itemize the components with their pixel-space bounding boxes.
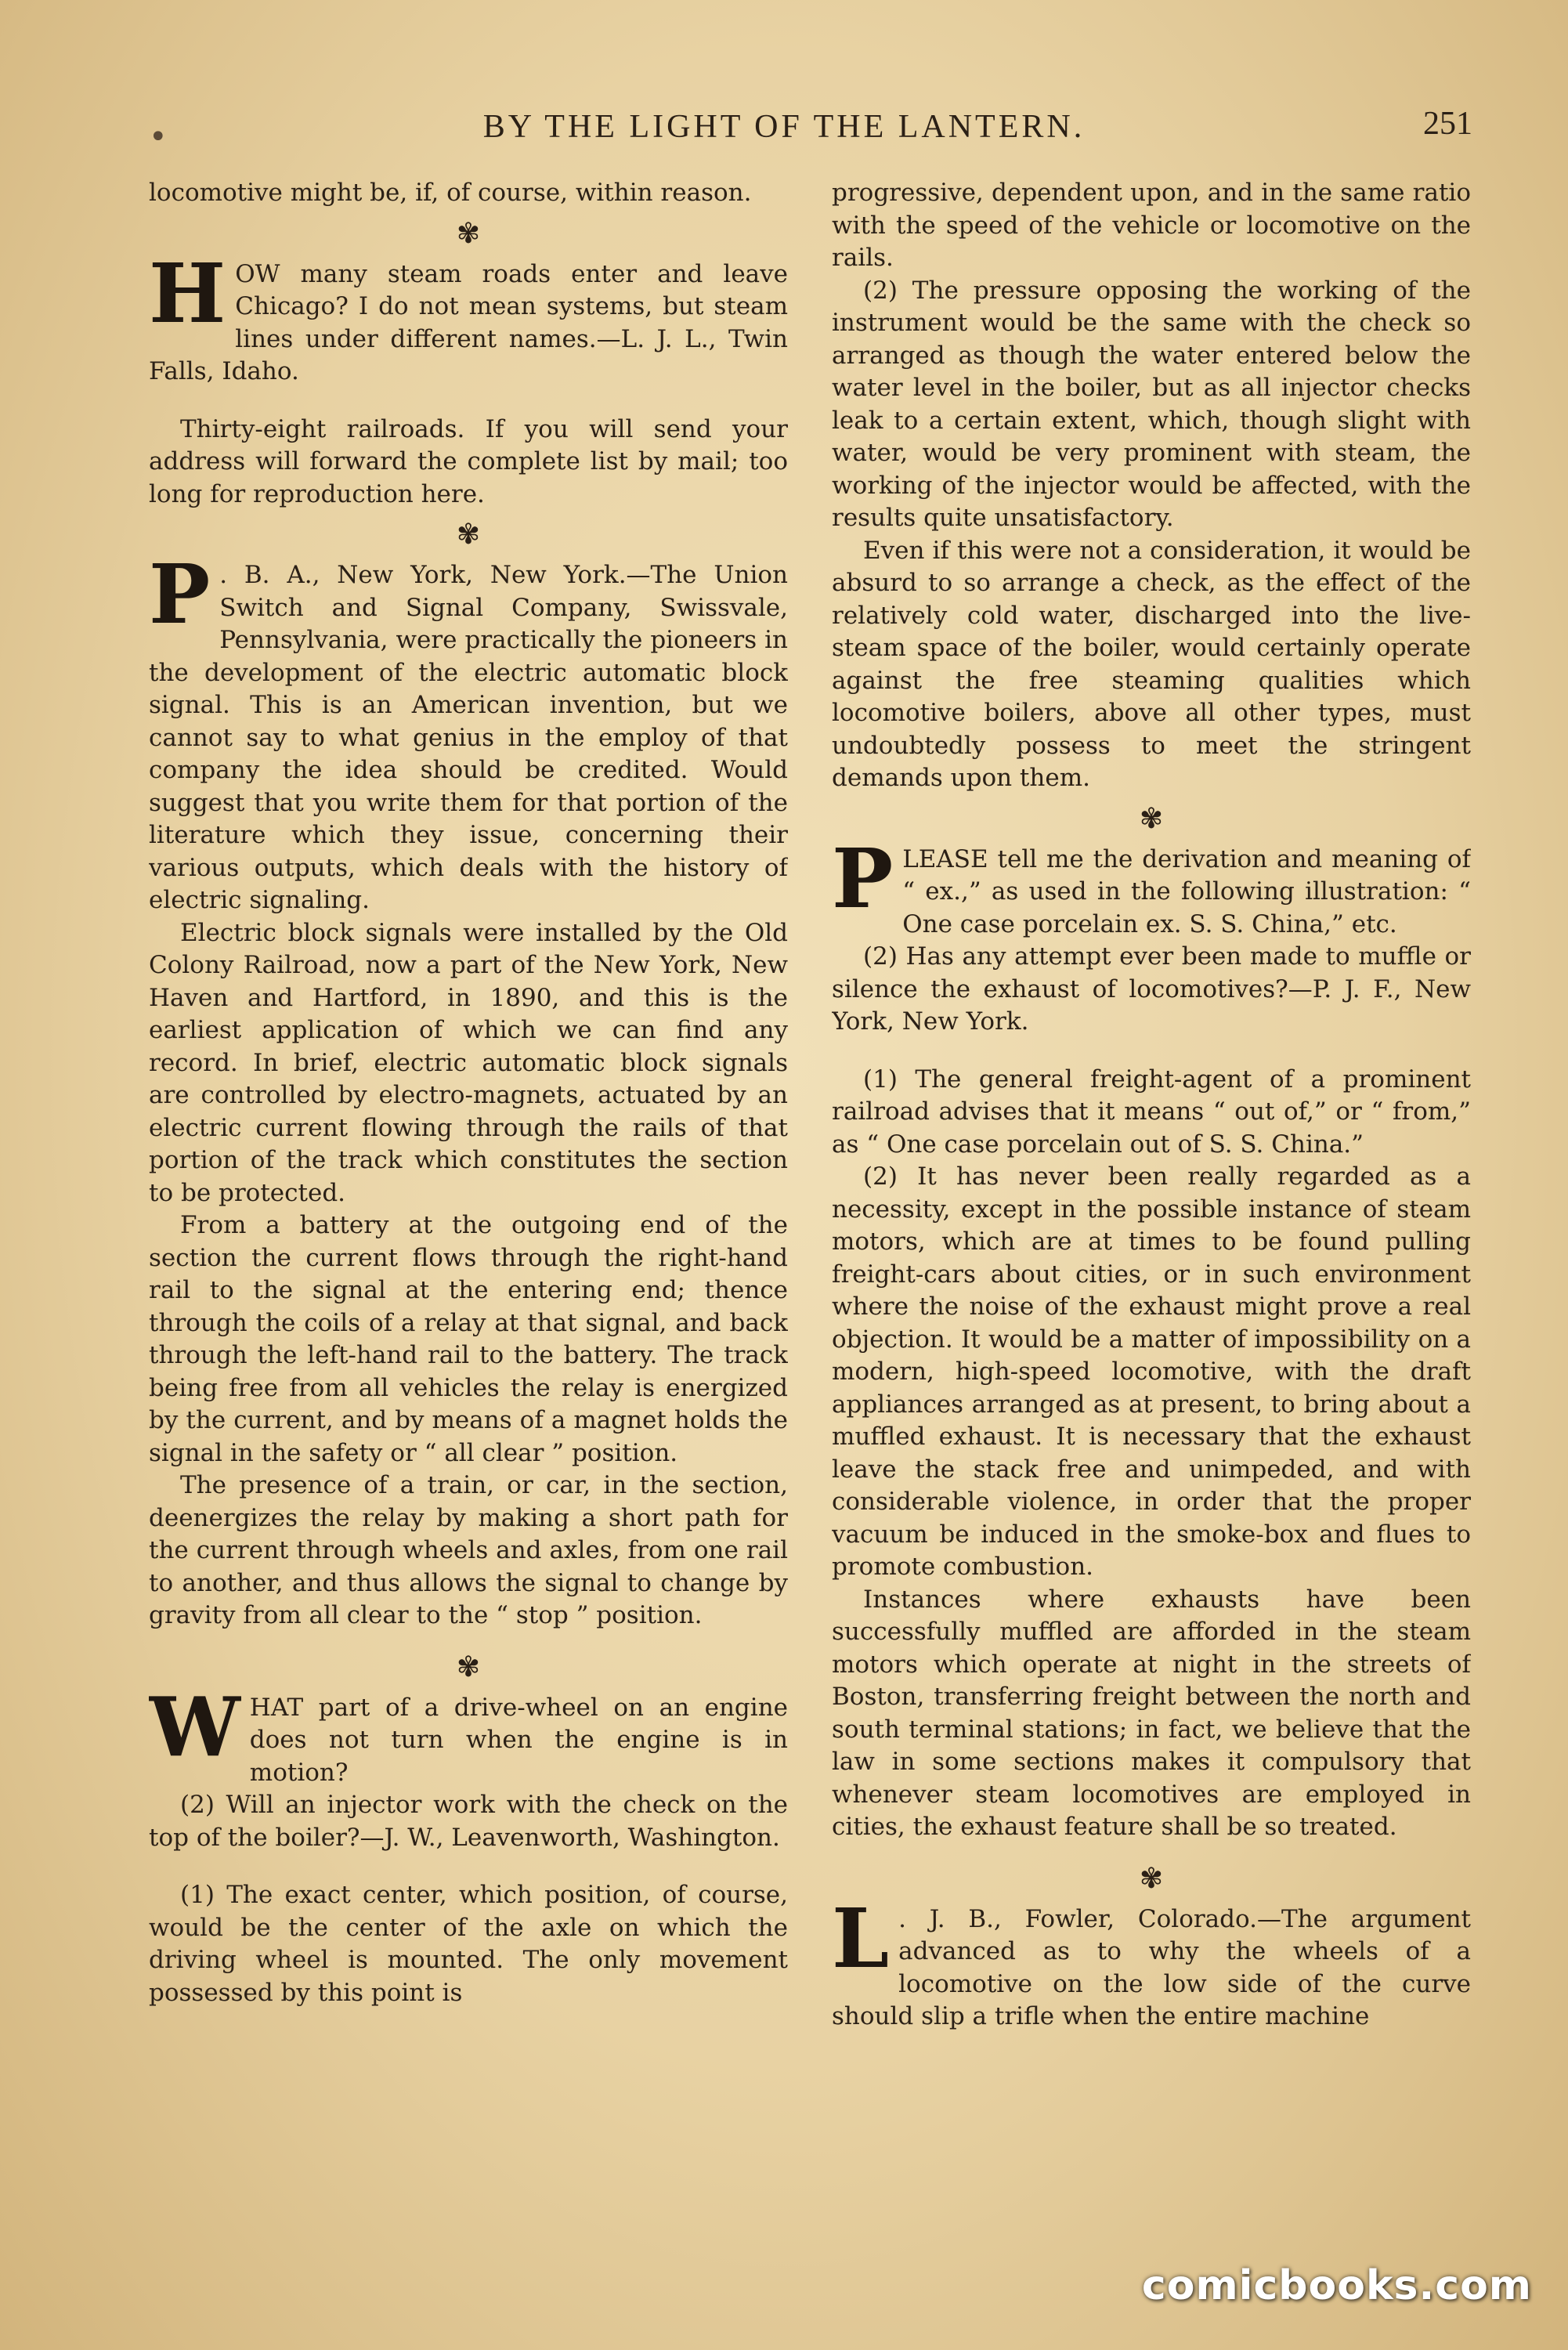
answer-paragraph: (2) It has never been really regarded as a necessity, except in the possible instance of steam motors, which are at times to be found pulling freight-cars about cities, or in such environment where the noise of the exhaust might prove a real objection. It would be a matter of impossibility on a modern, high-speed locomotive, with the draft appliances arranged as at present, to bring about a muffled exhaust. It is necessary that the exhaust leave the stack free and unimpeded, and with considerable violence, in order that the proper vacuum be induced in the smoke-box and flues to promote combustion. xyxy=(832,1162,1471,1581)
drop-cap: W xyxy=(149,1678,240,1775)
question-text: LEASE tell me the derivation and meaning of “ ex.,” as used in the following illustration: “ One case porcelain ex. S. S. China,” etc. xyxy=(902,844,1471,938)
question-paragraph: (2) Will an injector work with the check on the top of the boiler?—J. W., Leavenworth, Washington. xyxy=(149,1791,788,1852)
question-chicago-roads xyxy=(149,244,788,389)
paragraph: progressive, dependent upon, and in the same ratio with the speed of the vehicle or locomotive on the rails. xyxy=(832,179,1471,272)
ornament-icon: ✾ xyxy=(1139,802,1164,835)
question-drive-wheel xyxy=(149,1678,788,1790)
question-text: OW many steam roads enter and leave Chicago? I do not mean systems, but steam lines under different names.—L. J. L., Twin Falls, Idaho. xyxy=(149,259,788,385)
drop-cap: P xyxy=(832,830,894,927)
answer-paragraph: Electric block signals were installed by the Old Colony Railroad, now a part of the New York, New Haven and Hartford, in 1890, and this is the earliest application of which we can find any record. In brief, electric automatic block signals are controlled by electro-magnets, actuated by an electric current flowing through the rails of that portion of the track which constitutes the section to be protected. xyxy=(149,918,788,1207)
header-dot: • xyxy=(149,119,168,155)
question-curve-slip xyxy=(832,1889,1471,2034)
question-paragraph: (2) Has any attempt ever been made to muffle or silence the exhaust of locomotives?—P. J. F., New York, New York. xyxy=(832,942,1471,1036)
right-column xyxy=(832,177,1471,2214)
ornament-icon: ✾ xyxy=(456,1650,481,1683)
page-number: 251 xyxy=(1423,106,1472,142)
drop-cap: P xyxy=(149,546,211,642)
left-column xyxy=(149,177,788,2214)
ornament-icon: ✾ xyxy=(456,217,481,250)
question-text: . J. B., Fowler, Colorado.—The argument advanced as to why the wheels of a locomotive on the low side of the curve should slip a trifle when the entire machine xyxy=(832,1904,1471,2030)
page-header xyxy=(0,102,1568,157)
question-text: . B. A., New York, New York.—The Union Switch and Signal Company, Swissvale, Pennsylvania, were practically the pioneers in the development of the electric automatic block signal. This is an American invention, but we cannot say to what genius in the employ of that company the idea should be credited. Would suggest that you write them for that portion of the literature which they issue, concerning their various outputs, which deals with the history of electric signaling. xyxy=(149,561,788,914)
running-title: BY THE LIGHT OF THE LANTERN. xyxy=(482,109,1086,145)
paragraph: Even if this were not a consideration, it would be absurd to so arrange a check, as the effect of the relatively cold water, discharged into the live-steam space of the boiler, would certainly operate against the free steaming qualities which locomotive boilers, above all other types, must undoubtedly possess to meet the stringent demands upon them. xyxy=(832,536,1471,792)
ornament-icon: ✾ xyxy=(1139,1862,1164,1895)
question-ex-meaning xyxy=(832,830,1471,942)
paragraph: (2) The pressure opposing the working of the instrument would be the same with the check so arranged as though the water entered below the water level in the boiler, but as all injector checks leak to a certain extent, which, though slight with water, would be very prominent with steam, the working of the injector would be affected, with the results quite unsatisfactory. xyxy=(832,276,1471,532)
ornament-icon: ✾ xyxy=(456,519,481,551)
question-block-signal xyxy=(149,546,788,917)
answer-paragraph: From a battery at the outgoing end of the section the current flows through the right-hand rail to the signal at the entering end; thence through the coils of a relay at that signal, and back through the left-hand rail to the battery. The track being free from all vehicles the relay is energized by the current, and by means of a magnet holds the signal in the safety or “ all clear ” position. xyxy=(149,1211,788,1467)
answer-paragraph: Instances where exhausts have been successfully muffled are afforded in the steam motors which operate at night in the streets of Boston, transferring freight between the north and south terminal stations; in fact, we believe that the law in some sections makes it compulsory that whenever steam locomotives are employed in cities, the exhaust feature shall be so treated. xyxy=(832,1585,1471,1841)
site-watermark: comicbooks.com xyxy=(1141,2262,1532,2309)
answer-paragraph: Thirty-eight railroads. If you will send your address will forward the complete list by mail; too long for reproduction here. xyxy=(149,414,788,508)
answer-paragraph: The presence of a train, or car, in the section, deenergizes the relay by making a short path for the current through wheels and axles, from one rail to another, and thus allows the signal to change by gravity from all clear to the “ stop ” position. xyxy=(149,1471,788,1629)
drop-cap: H xyxy=(149,244,226,342)
answer-paragraph: (1) The general freight-agent of a prominent railroad advises that it means “ out of,” or “ from,” as “ One case porcelain out of S. S. China.” xyxy=(832,1065,1471,1159)
paragraph: locomotive might be, if, of course, within reason. xyxy=(149,179,752,207)
drop-cap: L xyxy=(832,1889,890,1987)
question-text: HAT part of a drive-wheel on an engine does not turn when the engine is in motion? xyxy=(249,1693,788,1787)
answer-paragraph: (1) The exact center, which position, of course, would be the center of the axle on which the driving wheel is mounted. The only movement possessed by this point is xyxy=(149,1881,788,2007)
